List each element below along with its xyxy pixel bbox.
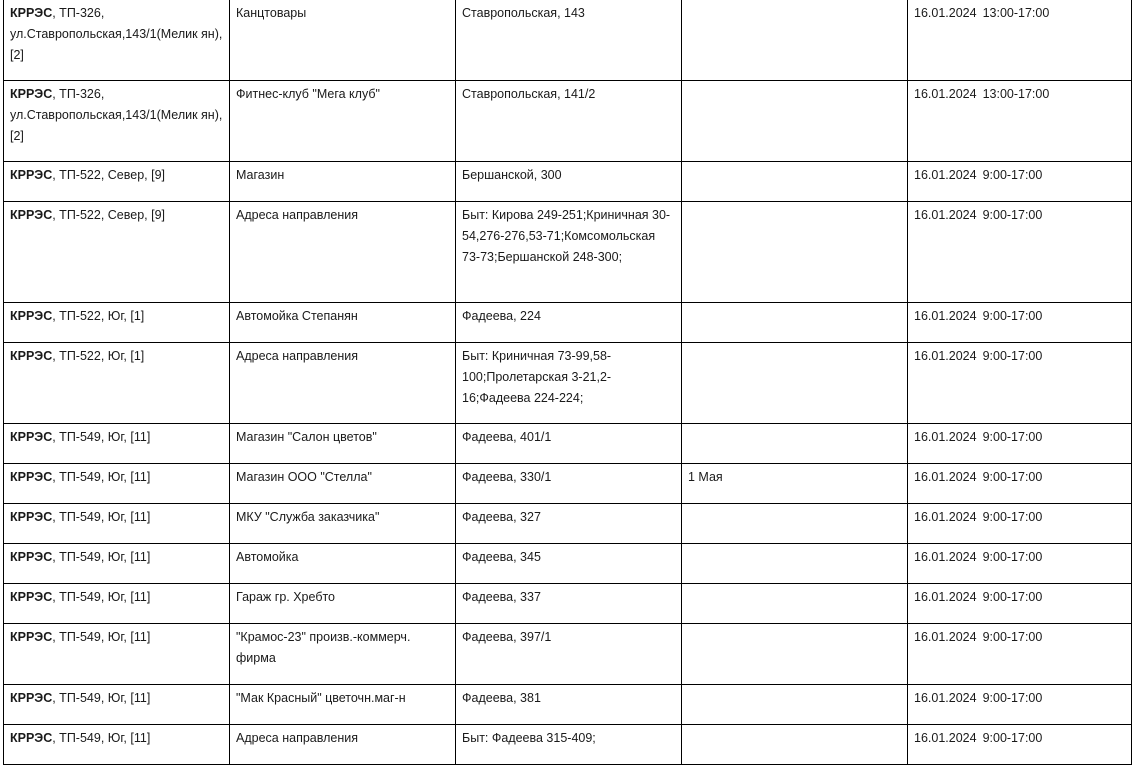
table-row — [4, 343, 1132, 424]
table-row — [4, 544, 1132, 584]
street-cell — [682, 424, 908, 464]
org-label: КРРЭС — [10, 349, 53, 363]
network-cell — [4, 725, 230, 765]
object-cell: Автомойка Степанян — [230, 303, 456, 343]
table-row — [4, 504, 1132, 544]
object-cell: Канцтовары — [230, 0, 456, 81]
outage-date: 16.01.2024 — [914, 691, 977, 705]
outage-time-cell — [908, 544, 1132, 584]
outage-date: 16.01.2024 — [914, 550, 977, 564]
org-label: КРРЭС — [10, 731, 53, 745]
outage-date: 16.01.2024 — [914, 6, 977, 20]
org-label: КРРЭС — [10, 590, 53, 604]
outage-date: 16.01.2024 — [914, 309, 977, 323]
table-row — [4, 0, 1132, 81]
org-label: КРРЭС — [10, 6, 53, 20]
object-cell: Адреса направления — [230, 725, 456, 765]
outage-time-cell — [908, 464, 1132, 504]
network-label: , ТП-549, Юг, [11] — [52, 430, 151, 444]
address-cell: Фадеева, 224 — [456, 303, 682, 343]
network-label: , ТП-522, Север, [9] — [52, 208, 165, 222]
outage-time-cell — [908, 685, 1132, 725]
outage-hours: 9:00-17:00 — [982, 731, 1043, 745]
address-cell: Фадеева, 397/1 — [456, 624, 682, 685]
address-cell: Быт: Кирова 249-251;Криничная 30-54,276-276,53-71;Комсомольская 73-73;Бершанской 248-300; — [456, 202, 682, 303]
address-cell: Фадеева, 330/1 — [456, 464, 682, 504]
outage-hours: 13:00-17:00 — [982, 87, 1050, 101]
object-cell: Адреса направления — [230, 343, 456, 424]
address-cell: Фадеева, 401/1 — [456, 424, 682, 464]
outage-hours: 9:00-17:00 — [982, 349, 1043, 363]
object-cell: "Мак Красный" цветочн.маг-н — [230, 685, 456, 725]
outage-hours: 9:00-17:00 — [982, 470, 1043, 484]
street-cell — [682, 81, 908, 162]
street-cell — [682, 162, 908, 202]
outage-date: 16.01.2024 — [914, 510, 977, 524]
network-cell — [4, 464, 230, 504]
network-label: , ТП-522, Юг, [1] — [52, 309, 145, 323]
network-cell — [4, 504, 230, 544]
org-label: КРРЭС — [10, 208, 53, 222]
network-label: , ТП-522, Юг, [1] — [52, 349, 145, 363]
network-label: , ТП-326, ул.Ставропольская,143/1(Мелик ян), [2] — [10, 87, 223, 143]
outage-date: 16.01.2024 — [914, 630, 977, 644]
outage-time-cell — [908, 0, 1132, 81]
address-cell: Фадеева, 381 — [456, 685, 682, 725]
outage-hours: 9:00-17:00 — [982, 691, 1043, 705]
outage-date: 16.01.2024 — [914, 168, 977, 182]
street-cell — [682, 0, 908, 81]
street-cell — [682, 725, 908, 765]
object-cell: Гараж гр. Хребто — [230, 584, 456, 624]
address-cell: Ставропольская, 143 — [456, 0, 682, 81]
object-cell: Магазин — [230, 162, 456, 202]
outage-hours: 9:00-17:00 — [982, 168, 1043, 182]
outage-hours: 9:00-17:00 — [982, 590, 1043, 604]
outage-hours: 13:00-17:00 — [982, 6, 1050, 20]
outage-time-cell — [908, 725, 1132, 765]
table-row — [4, 303, 1132, 343]
outage-time-cell — [908, 162, 1132, 202]
org-label: КРРЭС — [10, 87, 53, 101]
address-cell: Бершанской, 300 — [456, 162, 682, 202]
outage-date: 16.01.2024 — [914, 590, 977, 604]
network-label: , ТП-549, Юг, [11] — [52, 630, 151, 644]
org-label: КРРЭС — [10, 510, 53, 524]
org-label: КРРЭС — [10, 168, 53, 182]
outage-date: 16.01.2024 — [914, 87, 977, 101]
address-cell: Фадеева, 327 — [456, 504, 682, 544]
outage-hours: 9:00-17:00 — [982, 208, 1043, 222]
object-cell: "Крамос-23" произв.-коммерч. фирма — [230, 624, 456, 685]
street-cell — [682, 544, 908, 584]
street-cell — [682, 504, 908, 544]
outage-time-cell — [908, 624, 1132, 685]
network-label: , ТП-549, Юг, [11] — [52, 590, 151, 604]
outage-date: 16.01.2024 — [914, 349, 977, 363]
network-cell — [4, 81, 230, 162]
outage-time-cell — [908, 504, 1132, 544]
network-label: , ТП-326, ул.Ставропольская,143/1(Мелик ян), [2] — [10, 6, 223, 62]
table-row — [4, 162, 1132, 202]
table-row — [4, 624, 1132, 685]
street-cell — [682, 343, 908, 424]
org-label: КРРЭС — [10, 691, 53, 705]
address-cell: Фадеева, 337 — [456, 584, 682, 624]
street-cell — [682, 303, 908, 343]
outage-date: 16.01.2024 — [914, 470, 977, 484]
outage-hours: 9:00-17:00 — [982, 550, 1043, 564]
network-label: , ТП-522, Север, [9] — [52, 168, 165, 182]
network-label: , ТП-549, Юг, [11] — [52, 731, 151, 745]
network-label: , ТП-549, Юг, [11] — [52, 550, 151, 564]
network-cell — [4, 343, 230, 424]
street-cell — [682, 685, 908, 725]
outage-hours: 9:00-17:00 — [982, 309, 1043, 323]
object-cell: Магазин ООО "Стелла" — [230, 464, 456, 504]
address-cell: Быт: Криничная 73-99,58-100;Пролетарская 3-21,2-16;Фадеева 224-224; — [456, 343, 682, 424]
table-row — [4, 725, 1132, 765]
address-cell: Быт: Фадеева 315-409; — [456, 725, 682, 765]
network-cell — [4, 624, 230, 685]
table-row — [4, 685, 1132, 725]
outage-hours: 9:00-17:00 — [982, 510, 1043, 524]
outage-time-cell — [908, 303, 1132, 343]
network-cell — [4, 685, 230, 725]
network-cell — [4, 303, 230, 343]
network-cell — [4, 0, 230, 81]
network-cell — [4, 202, 230, 303]
table-row — [4, 81, 1132, 162]
address-cell: Фадеева, 345 — [456, 544, 682, 584]
org-label: КРРЭС — [10, 630, 53, 644]
network-cell — [4, 424, 230, 464]
outage-time-cell — [908, 202, 1132, 303]
outage-hours: 9:00-17:00 — [982, 630, 1043, 644]
network-label: , ТП-549, Юг, [11] — [52, 691, 151, 705]
network-cell — [4, 584, 230, 624]
outage-time-cell — [908, 81, 1132, 162]
org-label: КРРЭС — [10, 430, 53, 444]
table-row — [4, 584, 1132, 624]
network-cell — [4, 544, 230, 584]
table-row — [4, 202, 1132, 303]
outage-time-cell — [908, 343, 1132, 424]
outage-time-cell — [908, 584, 1132, 624]
street-cell — [682, 584, 908, 624]
object-cell: Магазин "Салон цветов" — [230, 424, 456, 464]
outage-table-body — [4, 0, 1132, 765]
object-cell: МКУ "Служба заказчика" — [230, 504, 456, 544]
network-label: , ТП-549, Юг, [11] — [52, 510, 151, 524]
object-cell: Автомойка — [230, 544, 456, 584]
network-cell — [4, 162, 230, 202]
org-label: КРРЭС — [10, 470, 53, 484]
table-row — [4, 464, 1132, 504]
org-label: КРРЭС — [10, 550, 53, 564]
outage-time-cell — [908, 424, 1132, 464]
street-cell: 1 Мая — [682, 464, 908, 504]
street-cell — [682, 624, 908, 685]
outage-date: 16.01.2024 — [914, 430, 977, 444]
outage-date: 16.01.2024 — [914, 208, 977, 222]
org-label: КРРЭС — [10, 309, 53, 323]
object-cell: Адреса направления — [230, 202, 456, 303]
table-row — [4, 424, 1132, 464]
network-label: , ТП-549, Юг, [11] — [52, 470, 151, 484]
outage-hours: 9:00-17:00 — [982, 430, 1043, 444]
object-cell: Фитнес-клуб "Мега клуб" — [230, 81, 456, 162]
address-cell: Ставропольская, 141/2 — [456, 81, 682, 162]
outage-table — [3, 0, 1132, 765]
street-cell — [682, 202, 908, 303]
outage-date: 16.01.2024 — [914, 731, 977, 745]
